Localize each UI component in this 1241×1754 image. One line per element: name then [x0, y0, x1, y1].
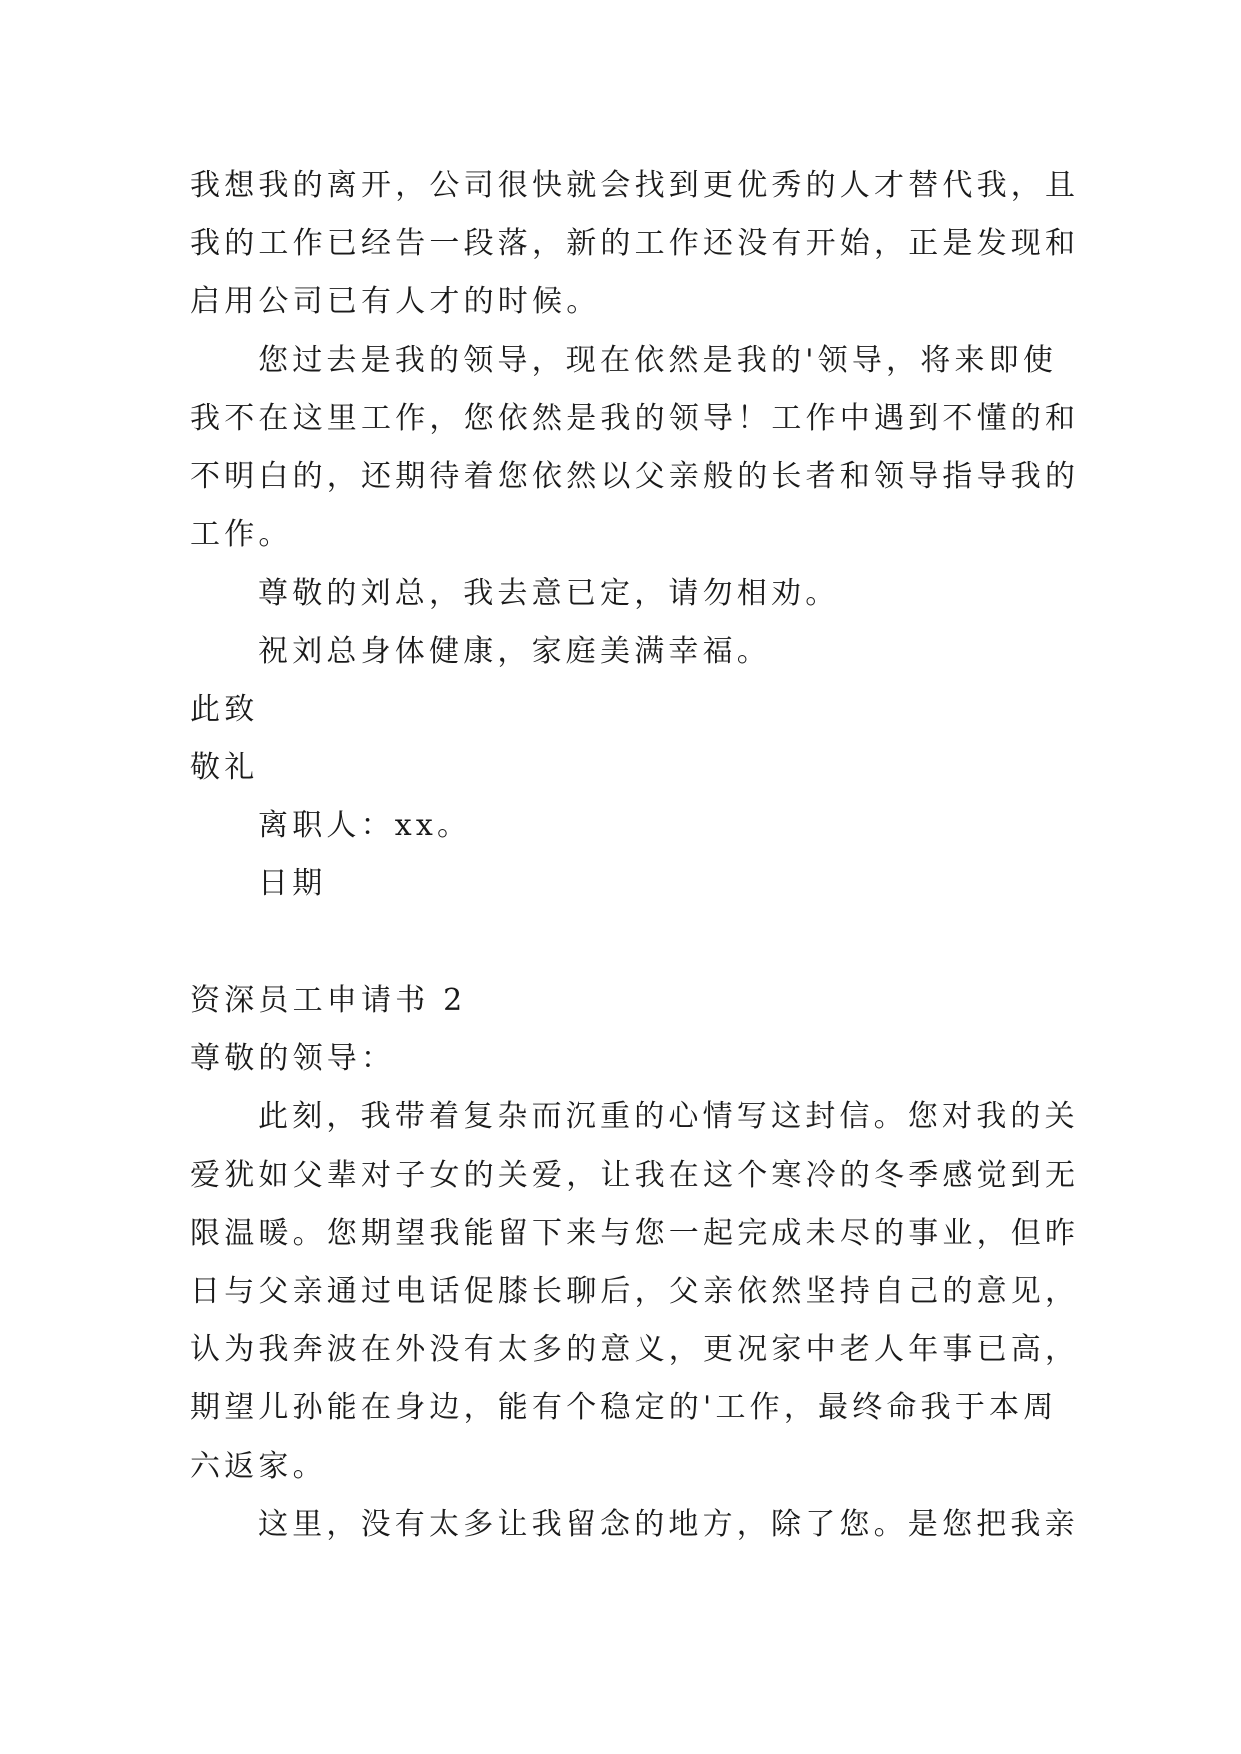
text-line: 认为我奔波在外没有太多的意义，更况家中老人年事已高， — [190, 1332, 1080, 1367]
text-line: 此刻，我带着复杂而沉重的心情写这封信。您对我的关 — [258, 1099, 1079, 1134]
closing-line: 敬礼 — [190, 750, 259, 785]
signature-line: 离职人：xx。 — [258, 808, 472, 843]
text-line: 我的工作已经告一段落，新的工作还没有开始，正是发现和 — [190, 226, 1080, 261]
date-line: 日期 — [258, 866, 327, 901]
text-line: 我不在这里工作，您依然是我的领导！工作中遇到不懂的和 — [190, 401, 1080, 436]
text-line: 限温暖。您期望我能留下来与您一起完成未尽的事业，但昨 — [190, 1216, 1080, 1251]
text-line: 尊敬的刘总，我去意已定，请勿相劝。 — [258, 576, 840, 611]
text-line: 启用公司已有人才的时候。 — [190, 284, 601, 319]
text-line: 期望儿孙能在身边，能有个稳定的'工作，最终命我于本周 — [190, 1390, 1058, 1425]
text-line: 不明白的，还期待着您依然以父亲般的长者和领导指导我的 — [190, 459, 1080, 494]
text-line: 日与父亲通过电话促膝长聊后，父亲依然坚持自己的意见， — [190, 1274, 1080, 1309]
section-title: 资深员工申请书 2 — [190, 983, 467, 1018]
text-line: 六返家。 — [190, 1449, 327, 1484]
closing-line: 此致 — [190, 692, 259, 727]
text-line: 工作。 — [190, 517, 293, 552]
text-line: 祝刘总身体健康，家庭美满幸福。 — [258, 634, 771, 669]
salutation: 尊敬的领导： — [190, 1041, 396, 1076]
text-line: 这里，没有太多让我留念的地方，除了您。是您把我亲 — [258, 1507, 1079, 1542]
text-line: 您过去是我的领导，现在依然是我的'领导，将来即使 — [258, 343, 1058, 378]
text-line: 爱犹如父辈对子女的关爱，让我在这个寒冷的冬季感觉到无 — [190, 1158, 1080, 1193]
text-line: 我想我的离开，公司很快就会找到更优秀的人才替代我，且 — [190, 168, 1080, 203]
